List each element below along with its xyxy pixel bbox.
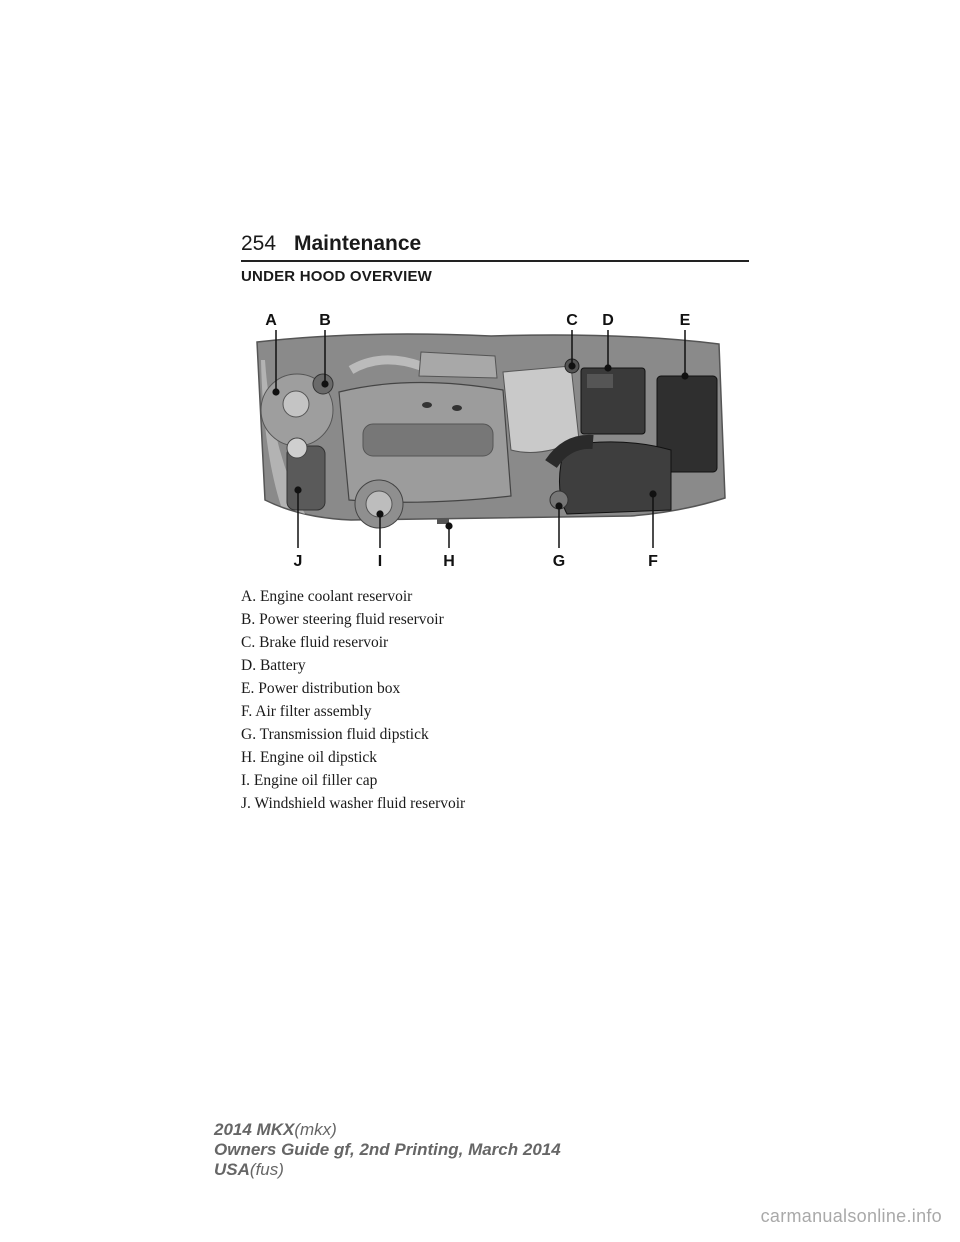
legend-item: D. Battery [241, 657, 306, 674]
leader-dot-d [604, 364, 611, 371]
header-rule [241, 260, 749, 262]
footer-model: 2014 MKX [214, 1120, 295, 1139]
legend-item: E. Power distribution box [241, 680, 401, 697]
legend-item: C. Brake fluid reservoir [241, 634, 389, 651]
leader-dot-f [649, 490, 656, 497]
footer-market-code: (fus) [249, 1160, 284, 1179]
legend-item: A. Engine coolant reservoir [241, 588, 413, 605]
document-footer [214, 1120, 561, 1180]
legend-item: I. Engine oil filler cap [241, 772, 378, 789]
engine-cover-recess [363, 424, 493, 456]
section-title: Maintenance [294, 232, 422, 255]
washer-cap-shape [287, 438, 307, 458]
callout-a: A [265, 312, 277, 329]
legend-item: G. Transmission fluid dipstick [241, 726, 429, 743]
callout-j: J [293, 553, 303, 570]
leader-dot-a [272, 388, 279, 395]
coolant-cap-shape [283, 391, 309, 417]
callout-d: D [602, 312, 614, 329]
leader-dot-j [294, 486, 301, 493]
footer-model-code: (mkx) [294, 1120, 337, 1139]
battery-terminal-shape [587, 374, 613, 388]
callout-g: G [552, 553, 566, 570]
intake-manifold-top [419, 352, 497, 378]
watermark: carmanualsonline.info [760, 1206, 942, 1226]
brake-fluid-housing [503, 366, 579, 452]
leader-dot-g [555, 502, 562, 509]
legend-item: F. Air filter assembly [241, 703, 372, 720]
under-hood-diagram [241, 300, 749, 582]
leader-dot-h [445, 522, 452, 529]
subheading: UNDER HOOD OVERVIEW [241, 268, 433, 285]
leader-dot-b [321, 380, 328, 387]
footer-line-model [214, 1120, 561, 1140]
cover-bolt-right [452, 405, 462, 411]
leader-dot-i [376, 510, 383, 517]
component-legend [241, 585, 465, 815]
callout-c: C [566, 312, 578, 329]
callout-e: E [679, 312, 691, 329]
leader-dot-c [568, 362, 575, 369]
cover-bolt-left [422, 402, 432, 408]
footer-printing: Owners Guide gf, 2nd Printing, March 2014 [214, 1140, 561, 1159]
air-filter-shape [559, 442, 671, 514]
legend-item: B. Power steering fluid reservoir [241, 611, 444, 628]
callout-h: H [443, 553, 455, 570]
legend-item: J. Windshield washer fluid reservoir [241, 795, 466, 812]
callout-b: B [319, 312, 331, 329]
legend-item: H. Engine oil dipstick [241, 749, 378, 766]
page-header [241, 229, 749, 263]
leader-dot-e [681, 372, 688, 379]
footer-line-market [214, 1160, 561, 1180]
footer-market: USA [214, 1160, 250, 1179]
callout-f: F [648, 553, 658, 570]
page-number: 254 [241, 232, 277, 255]
callout-i: I [377, 553, 383, 570]
